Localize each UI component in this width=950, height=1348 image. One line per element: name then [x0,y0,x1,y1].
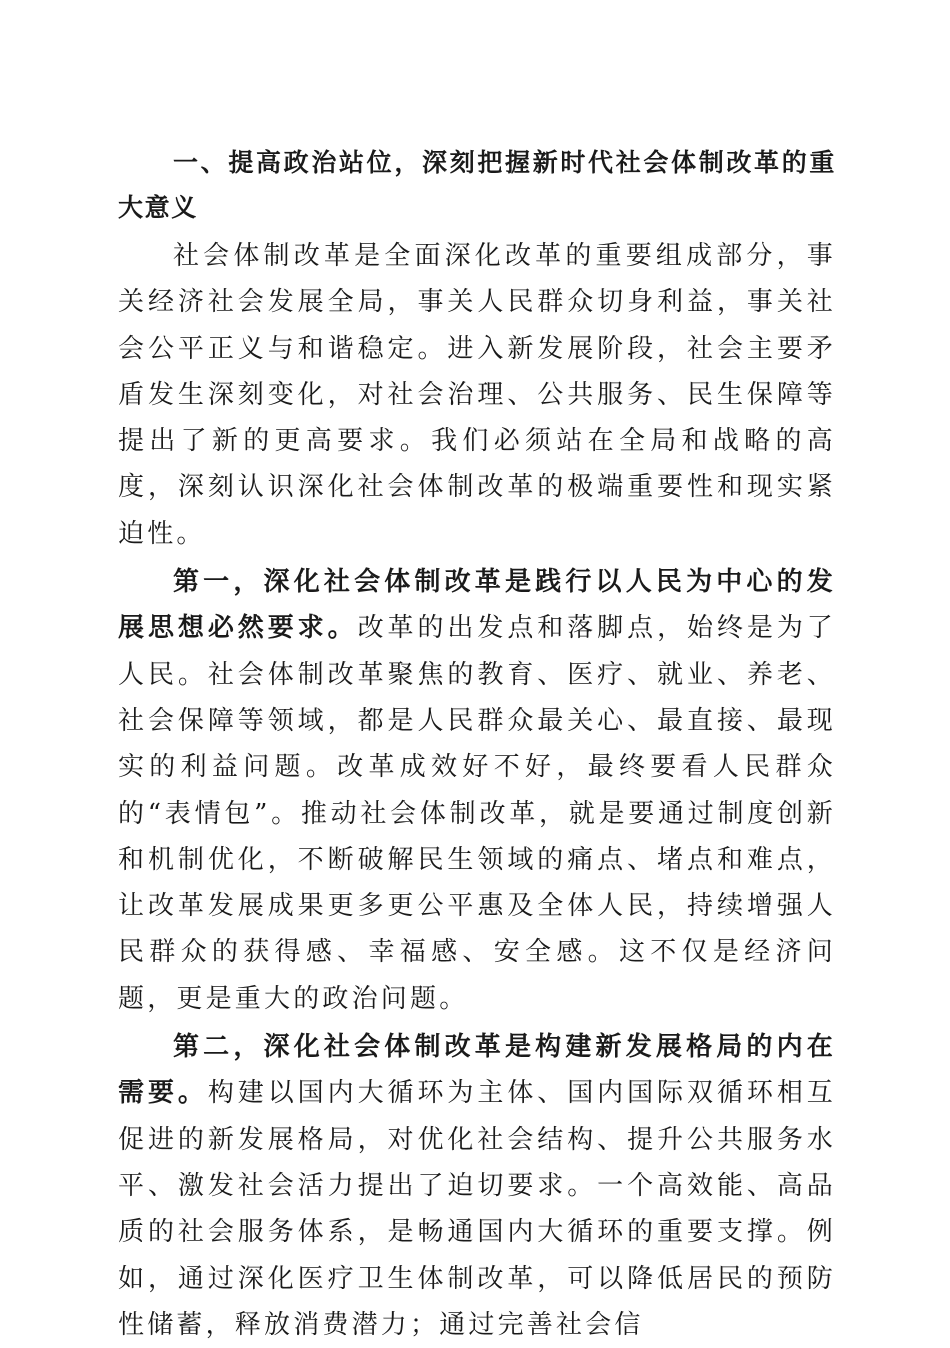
section-heading: 一、提高政治站位，深刻把握新时代社会体制改革的重大意义 [118,148,836,222]
paragraph-3 [118,1024,836,1348]
document-body [118,140,836,1348]
paragraph-3-lead: 第二，深化社会体制改革是构建新发展格局的内在需要。 [118,1032,836,1109]
paragraph-2 [118,559,836,1022]
paragraph-3-text: 构建以国内大循环为主体、国内国际双循环相互促进的新发展格局，对优化社会结构、提升公共服务水平、激发社会活力提出了迫切要求。一个高效能、高品质的社会服务体系，是畅通国内大循环的重要支撑。例如，通过深化医疗卫生体制改革，可以降低居民的预防性储蓄，释放消费潜力；通过完善社会信 [118,1078,836,1340]
paragraph-1-text: 社会体制改革是全面深化改革的重要组成部分，事关经济社会发展全局，事关人民群众切身利益，事关社会公平正义与和谐稳定。进入新发展阶段，社会主要矛盾发生深刻变化，对社会治理、公共服务、民生保障等提出了新的更高要求。我们必须站在全局和战略的高度，深刻认识深化社会体制改革的极端重要性和现实紧迫性。 [118,241,836,549]
paragraph-2-text: 改革的出发点和落脚点，始终是为了人民。社会体制改革聚焦的教育、医疗、就业、养老、社会保障等领域，都是人民群众最关心、最直接、最现实的利益问题。改革成效好不好，最终要看人民群众的“表情包”。推动社会体制改革，就是要通过制度创新和机制优化，不断破解民生领域的痛点、堵点和难点，让改革发展成果更多更公平惠及全体人民，持续增强人民群众的获得感、幸福感、安全感。这不仅是经济问题，更是重大的政治问题。 [118,613,837,1014]
paragraph-2-lead: 第一，深化社会体制改革是践行以人民为中心的发展思想必然要求。 [118,567,836,644]
paragraph-1 [118,233,836,557]
